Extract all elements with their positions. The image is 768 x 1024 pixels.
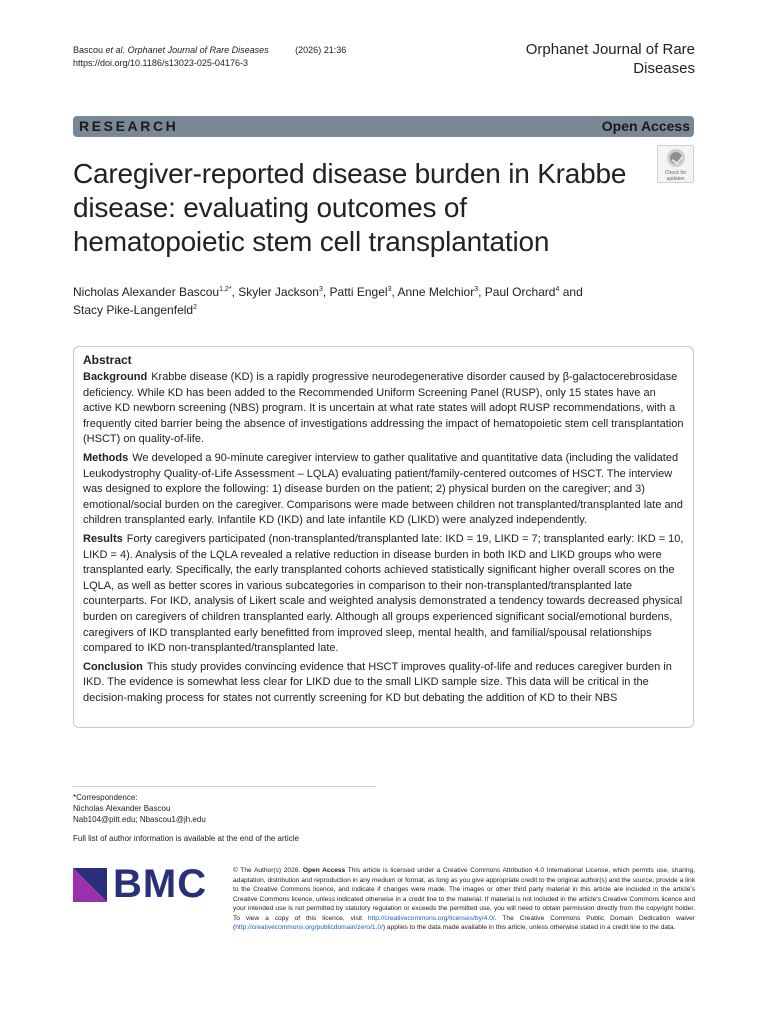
author-name[interactable]: Skyler Jackson bbox=[238, 285, 319, 299]
license-body-2: . The Creative Commons Public Domain Dedication waiver ( bbox=[233, 914, 695, 931]
abstract-heading: Abstract bbox=[83, 353, 132, 367]
author-separator: , bbox=[478, 285, 485, 299]
abstract-methods bbox=[83, 451, 684, 529]
abstract-section-label: Conclusion bbox=[83, 660, 143, 673]
abstract-results bbox=[83, 532, 684, 657]
author-name[interactable]: Stacy Pike-Langenfeld bbox=[73, 303, 194, 317]
running-header bbox=[73, 44, 346, 70]
abstract-box bbox=[73, 346, 694, 728]
journal-name: Orphanet Journal of Rare Diseases bbox=[525, 41, 695, 77]
license-text bbox=[233, 866, 695, 933]
check-for-updates-button[interactable] bbox=[657, 145, 694, 183]
check-for-updates-icon bbox=[667, 149, 685, 167]
correspondence-emails[interactable]: Nab104@pitt.edu; Nbascou1@jh.edu bbox=[73, 815, 206, 824]
citation-line bbox=[73, 44, 346, 57]
footnote-divider bbox=[73, 786, 376, 787]
author-affiliation: 2 bbox=[193, 304, 197, 311]
abstract-section-text: Forty caregivers participated (non-transplanted/transplanted late: IKD = 19, LIKD = 7; transplanted early: IKD = 10, LIKD = 4). Analysis of the LQLA revealed a relative reduction in disease burden in both IKD and LIKD groups who were transplanted early. Specifically, the early transplanted cohorts achieved statistically significant higher overall scores on the LQLA, as well as better scores in various subcategories in comparison to their non-transplanted/transplanted late counterparts. For IKD, analysis of Likert scale and weighted analysis demonstrated a tendency towards decreased physical burden on caregivers of children transplanted early. Although all groups experienced significant social/emotional burdens, caregivers of IKD transplanted early benefitted from improved sleep, mental health, and familial/spousal relationships compared to IKD non-transplanted/transplanted late. bbox=[83, 532, 684, 655]
author-name[interactable]: Nicholas Alexander Bascou bbox=[73, 285, 220, 299]
abstract-section-text: Krabbe disease (KD) is a rapidly progressive neurodegenerative disorder caused by β-galactocerebrosidase deficiency. While KD has been added to the Recommended Uniform Screening Panel (RUSP), only 15 states have an active KD newborn screening (NBS) program. It is uncertain at what rate states will adopt RUSP recommendations, with a frequently cited barrier being the absence of investigations addressing the impact of hematopoietic stem cell transplantation (HSCT) on quality-of-life. bbox=[83, 371, 684, 446]
abstract-conclusion bbox=[83, 660, 684, 707]
license-link-zero[interactable]: http://creativecommons.org/publicdomain/zero/1.0/ bbox=[235, 924, 383, 931]
author-affiliation: 3 bbox=[474, 286, 479, 293]
citation-journal: Orphanet Journal of Rare Diseases bbox=[127, 45, 269, 55]
author-separator: and bbox=[559, 285, 583, 299]
check-for-updates-label: Check for updates bbox=[664, 170, 687, 182]
license-link-by[interactable]: http://creativecommons.org/licenses/by/4.0/ bbox=[367, 914, 495, 922]
abstract-section-label: Methods bbox=[83, 451, 129, 464]
author-affiliation: 1,2* bbox=[219, 286, 232, 293]
citation-etal: et al. bbox=[105, 45, 126, 55]
author-separator: , bbox=[391, 285, 398, 299]
author-list bbox=[73, 283, 693, 319]
copyright: © The Author(s) 2026. bbox=[233, 867, 301, 874]
author-affiliation: 4 bbox=[555, 286, 560, 293]
section-banner bbox=[73, 116, 694, 137]
author-info-note: Full list of author information is available at the end of the article bbox=[73, 834, 299, 843]
correspondence-note bbox=[73, 792, 206, 825]
author-name[interactable]: Paul Orchard bbox=[484, 285, 556, 299]
section-label: RESEARCH bbox=[79, 118, 179, 134]
abstract-section-label: Background bbox=[83, 371, 148, 383]
abstract-background bbox=[83, 370, 684, 448]
author-name[interactable]: Patti Engel bbox=[329, 285, 388, 299]
bmc-logo-icon bbox=[73, 868, 107, 902]
author-separator: , bbox=[231, 285, 239, 299]
abstract-section-text: We developed a 90-minute caregiver interview to gather qualitative and quantitative data (including the validated Leukodystrophy Quality-of-Life Assessment – LQLA) evaluating patient/family-centered outcomes of HSCT. The interview was designed to explore the following: 1) disease burden on the patient; 2) physical burden on the caregiver; and 3) emotional/social burden on the caregiver. Comparisons were made between children not transplanted/transplanted late and children transplanted early. Infantile KD (IKD) and late infantile KD (LIKD) were analyzed independently. bbox=[83, 451, 683, 527]
license-body-1: This article is licensed under a Creative Commons Attribution 4.0 International License, which permits use, sharing, adaptation, distribution and reproduction in any medium or format, as long as you give appropriate credit to the original author(s) and the source, provide a link to the Creative Commons licence, and indicate if changes were made. The images or other third party material in this article are included in the article's Creative Commons licence, unless indicated otherwise in a credit line to the material. If material is not included in the article's Creative Commons licence and your intended use is not permitted by statutory regulation or exceeds the permitted use, you will need to obtain permission directly from the copyright holder. To view a copy of this licence, visit bbox=[233, 867, 695, 922]
author-name[interactable]: Anne Melchior bbox=[397, 285, 475, 299]
license-body-3: ) applies to the data made available in this article, unless otherwise stated in a credit line to the data. bbox=[382, 924, 676, 931]
open-access-label: Open Access bbox=[601, 118, 690, 134]
correspondence-label: *Correspondence: bbox=[73, 793, 138, 802]
correspondence-name: Nicholas Alexander Bascou bbox=[73, 804, 171, 813]
doi-link[interactable]: https://doi.org/10.1186/s13023-025-04176-3 bbox=[73, 58, 248, 68]
bmc-logo bbox=[73, 862, 218, 906]
article-title: Caregiver-reported disease burden in Krabbe disease: evaluating outcomes of hematopoietic stem cell transplantation bbox=[73, 158, 627, 257]
citation-year-article: (2026) 21:36 bbox=[295, 45, 347, 55]
author-affiliation: 3 bbox=[387, 286, 392, 293]
author-affiliation: 3 bbox=[318, 286, 323, 293]
citation-authors: Bascou bbox=[73, 45, 104, 55]
author-separator: , bbox=[322, 285, 330, 299]
license-open-access: Open Access bbox=[302, 867, 346, 874]
bmc-logo-text: BMC bbox=[113, 862, 208, 906]
abstract-section-label: Results bbox=[83, 532, 123, 545]
abstract-section-text: This study provides convincing evidence that HSCT improves quality-of-life and reduces caregiver burden in IKD. The evidence is somewhat less clear for LIKD due to the small LIKD sample size. This data will be critical in the decision-making process for states not currently screening for KD but debating the addition of KD to their NBS bbox=[83, 660, 672, 704]
